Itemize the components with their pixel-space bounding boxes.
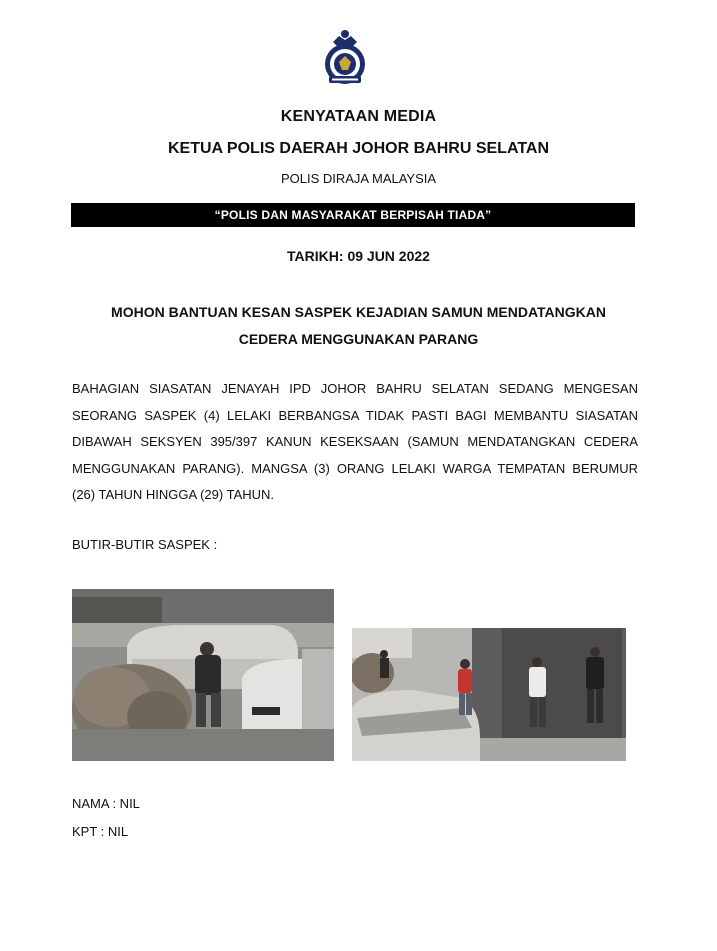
- cctv-photo-suspect-walking: [72, 589, 334, 761]
- suspect-kpt: KPT : NIL: [72, 824, 129, 839]
- suspect-name: NAMA : NIL: [72, 796, 140, 811]
- police-crest-icon: [321, 28, 369, 88]
- cctv-photo-suspects-group: [352, 628, 626, 761]
- subject-line-2: CEDERA MENGGUNAKAN PARANG: [238, 331, 479, 347]
- motto-text: “POLIS DAN MASYARAKAT BERPISAH TIADA”: [214, 208, 492, 222]
- subject-line-1: MOHON BANTUAN KESAN SASPEK KEJADIAN SAMUN MENDATANGKAN: [111, 304, 606, 320]
- body-line: BAHAGIAN SIASATAN JENAYAH IPD JOHOR BAHRU SELATAN SEDANG MENGESAN: [72, 381, 638, 396]
- document-subtitle: KETUA POLIS DAERAH JOHOR BAHRU SELATAN: [167, 140, 550, 157]
- body-line: DIBAWAH SEKSYEN 395/397 KANUN KESEKSAAN (SAMUN MENDATANGKAN CEDERA: [72, 434, 638, 449]
- statement-date: TARIKH: 09 JUN 2022: [287, 248, 430, 264]
- document-title: KENYATAAN MEDIA: [280, 108, 437, 125]
- suspect-details-heading: BUTIR-BUTIR SASPEK :: [72, 537, 218, 552]
- body-line: (26) TAHUN HINGGA (29) TAHUN.: [72, 487, 275, 502]
- agency-name: POLIS DIRAJA MALAYSIA: [280, 171, 437, 186]
- body-paragraph: [72, 376, 638, 509]
- subject-heading: [0, 299, 717, 353]
- body-line: SEORANG SASPEK (4) LELAKI BERBANGSA TIDAK PASTI BAGI MEMBANTU SIASATAN: [72, 407, 638, 423]
- body-line: MENGGUNAKAN PARANG). MANGSA (3) ORANG LELAKI WARGA TEMPATAN BERUMUR: [72, 460, 638, 476]
- motto-banner: [71, 203, 635, 227]
